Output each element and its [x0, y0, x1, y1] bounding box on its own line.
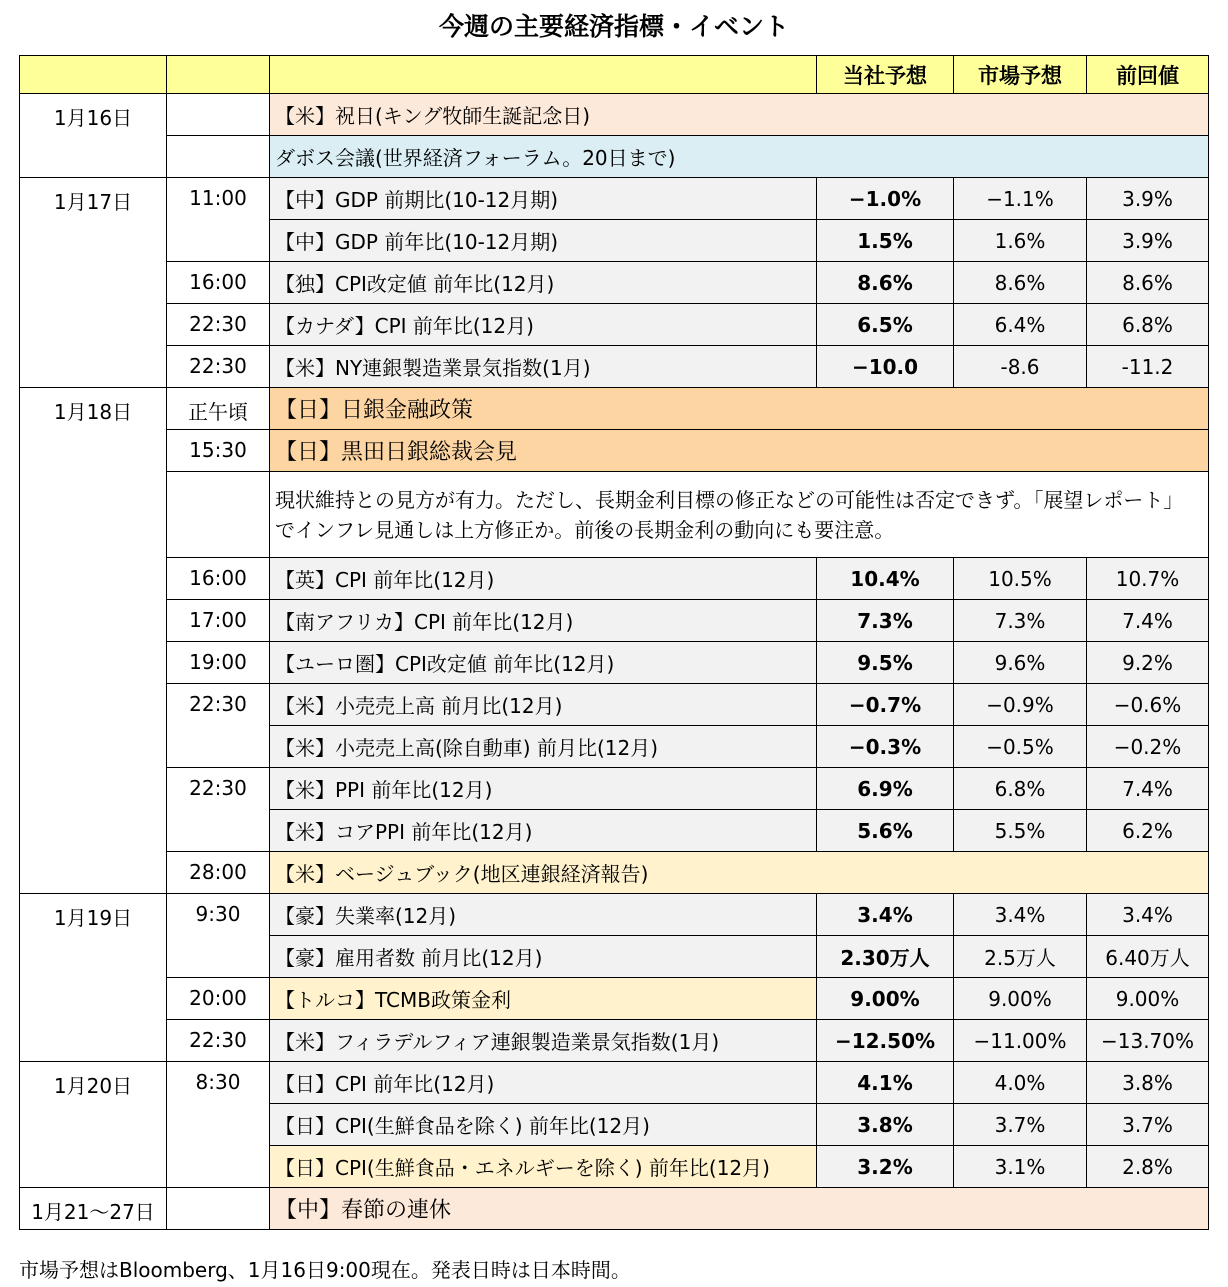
market-forecast-cell: 6.8% [954, 768, 1087, 810]
header-previous: 前回値 [1087, 56, 1209, 94]
previous-cell: 6.2% [1087, 810, 1209, 852]
event-cell: 【豪】雇用者数 前月比(12月) [270, 936, 817, 978]
commentary-cell: 現状維持との見方が有力。ただし、長期金利目標の修正などの可能性は否定できず。「展望レポート」でインフレ見通しは上方修正か。前後の長期金利の動向にも要注意。 [270, 472, 1209, 558]
market-forecast-cell: −0.9% [954, 684, 1087, 726]
table-row [20, 768, 1209, 810]
our-forecast-cell: −0.3% [817, 726, 954, 768]
table-row [20, 558, 1209, 600]
time-cell: 22:30 [167, 1020, 270, 1062]
market-forecast-cell: −11.00% [954, 1020, 1087, 1062]
our-forecast-cell: 3.8% [817, 1104, 954, 1146]
our-forecast-cell: −1.0% [817, 178, 954, 220]
our-forecast-cell: 3.2% [817, 1146, 954, 1188]
event-cell: 【豪】失業率(12月) [270, 894, 817, 936]
event-cell: 【日】CPI(生鮮食品・エネルギーを除く) 前年比(12月) [270, 1146, 817, 1188]
our-forecast-cell: 8.6% [817, 262, 954, 304]
event-cell: 【米】祝日(キング牧師生誕記念日) [270, 94, 1209, 136]
market-forecast-cell: −0.5% [954, 726, 1087, 768]
event-cell: 【中】春節の連休 [270, 1188, 1209, 1230]
event-cell: 【英】CPI 前年比(12月) [270, 558, 817, 600]
table-row [20, 1062, 1209, 1104]
time-cell: 17:00 [167, 600, 270, 642]
our-forecast-cell: 1.5% [817, 220, 954, 262]
market-forecast-cell: 9.00% [954, 978, 1087, 1020]
table-row [20, 1020, 1209, 1062]
market-forecast-cell: 3.1% [954, 1146, 1087, 1188]
event-cell: 【米】フィラデルフィア連銀製造業景気指数(1月) [270, 1020, 817, 1062]
previous-cell: 6.40万人 [1087, 936, 1209, 978]
header-event [270, 56, 817, 94]
table-row [20, 136, 1209, 178]
time-cell: 16:00 [167, 558, 270, 600]
market-forecast-cell: 4.0% [954, 1062, 1087, 1104]
previous-cell: 3.4% [1087, 894, 1209, 936]
event-cell: 【米】NY連銀製造業景気指数(1月) [270, 346, 817, 388]
time-cell: 22:30 [167, 684, 270, 768]
market-forecast-cell: 3.4% [954, 894, 1087, 936]
event-cell: 【トルコ】TCMB政策金利 [270, 978, 817, 1020]
date-cell: 1月16日 [20, 94, 167, 178]
previous-cell: 9.00% [1087, 978, 1209, 1020]
date-cell: 1月18日 [20, 388, 167, 894]
market-forecast-cell: −1.1% [954, 178, 1087, 220]
date-cell: 1月17日 [20, 178, 167, 388]
market-forecast-cell: 3.7% [954, 1104, 1087, 1146]
date-cell: 1月19日 [20, 894, 167, 1062]
our-forecast-cell: −0.7% [817, 684, 954, 726]
time-cell: 11:00 [167, 178, 270, 262]
event-cell: 【日】日銀金融政策 [270, 388, 1209, 430]
time-cell: 正午頃 [167, 388, 270, 430]
time-cell [167, 136, 270, 178]
header-row [20, 56, 1209, 94]
previous-cell: −0.2% [1087, 726, 1209, 768]
table-row [20, 978, 1209, 1020]
previous-cell: 9.2% [1087, 642, 1209, 684]
event-cell: 【米】小売売上高(除自動車) 前月比(12月) [270, 726, 817, 768]
previous-cell: 6.8% [1087, 304, 1209, 346]
previous-cell: 3.8% [1087, 1062, 1209, 1104]
table-row [20, 600, 1209, 642]
our-forecast-cell: 6.5% [817, 304, 954, 346]
our-forecast-cell: 9.5% [817, 642, 954, 684]
our-forecast-cell: −12.50% [817, 1020, 954, 1062]
indicator-table [19, 55, 1209, 1230]
table-row [20, 1188, 1209, 1230]
our-forecast-cell: −10.0 [817, 346, 954, 388]
date-cell: 1月21～27日 [20, 1188, 167, 1230]
table-row [20, 852, 1209, 894]
previous-cell: 3.9% [1087, 178, 1209, 220]
previous-cell: 3.7% [1087, 1104, 1209, 1146]
time-cell: 22:30 [167, 768, 270, 852]
market-forecast-cell: 5.5% [954, 810, 1087, 852]
time-cell [167, 94, 270, 136]
event-cell: 【米】PPI 前年比(12月) [270, 768, 817, 810]
event-cell: 【カナダ】CPI 前年比(12月) [270, 304, 817, 346]
previous-cell: 8.6% [1087, 262, 1209, 304]
table-row [20, 472, 1209, 558]
time-cell [167, 1188, 270, 1230]
time-cell: 28:00 [167, 852, 270, 894]
event-cell: 【中】GDP 前期比(10-12月期) [270, 178, 817, 220]
event-cell: 【ユーロ圏】CPI改定値 前年比(12月) [270, 642, 817, 684]
our-forecast-cell: 10.4% [817, 558, 954, 600]
previous-cell: 7.4% [1087, 768, 1209, 810]
market-forecast-cell: 10.5% [954, 558, 1087, 600]
market-forecast-cell: 7.3% [954, 600, 1087, 642]
time-cell: 20:00 [167, 978, 270, 1020]
table-row [20, 430, 1209, 472]
event-cell: 【米】小売売上高 前月比(12月) [270, 684, 817, 726]
time-cell [167, 472, 270, 558]
table-row [20, 262, 1209, 304]
our-forecast-cell: 7.3% [817, 600, 954, 642]
time-cell: 22:30 [167, 304, 270, 346]
time-cell: 8:30 [167, 1062, 270, 1188]
table-row [20, 304, 1209, 346]
table-row [20, 94, 1209, 136]
footnote: 市場予想はBloomberg、1月16日9:00現在。発表日時は日本時間。 [19, 1258, 631, 1282]
our-forecast-cell: 3.4% [817, 894, 954, 936]
previous-cell: 10.7% [1087, 558, 1209, 600]
market-forecast-cell: 1.6% [954, 220, 1087, 262]
table-row [20, 894, 1209, 936]
time-cell: 22:30 [167, 346, 270, 388]
time-cell: 9:30 [167, 894, 270, 978]
event-cell: 【日】CPI 前年比(12月) [270, 1062, 817, 1104]
table-row [20, 178, 1209, 220]
previous-cell: −13.70% [1087, 1020, 1209, 1062]
event-cell: 【米】ベージュブック(地区連銀経済報告) [270, 852, 1209, 894]
our-forecast-cell: 4.1% [817, 1062, 954, 1104]
event-cell: 【南アフリカ】CPI 前年比(12月) [270, 600, 817, 642]
event-cell: 【米】コアPPI 前年比(12月) [270, 810, 817, 852]
our-forecast-cell: 6.9% [817, 768, 954, 810]
time-cell: 15:30 [167, 430, 270, 472]
event-cell: 【日】CPI(生鮮食品を除く) 前年比(12月) [270, 1104, 817, 1146]
table-row [20, 684, 1209, 726]
table-row [20, 346, 1209, 388]
table-row [20, 642, 1209, 684]
market-forecast-cell: -8.6 [954, 346, 1087, 388]
date-cell: 1月20日 [20, 1062, 167, 1188]
market-forecast-cell: 2.5万人 [954, 936, 1087, 978]
previous-cell: 7.4% [1087, 600, 1209, 642]
our-forecast-cell: 2.30万人 [817, 936, 954, 978]
our-forecast-cell: 5.6% [817, 810, 954, 852]
market-forecast-cell: 9.6% [954, 642, 1087, 684]
previous-cell: 2.8% [1087, 1146, 1209, 1188]
event-cell: ダボス会議(世界経済フォーラム。20日まで) [270, 136, 1209, 178]
time-cell: 19:00 [167, 642, 270, 684]
header-time [167, 56, 270, 94]
previous-cell: -11.2 [1087, 346, 1209, 388]
page-title: 今週の主要経済指標・イベント [438, 12, 789, 41]
header-market-forecast: 市場予想 [954, 56, 1087, 94]
event-cell: 【独】CPI改定値 前年比(12月) [270, 262, 817, 304]
our-forecast-cell: 9.00% [817, 978, 954, 1020]
market-forecast-cell: 6.4% [954, 304, 1087, 346]
table-row [20, 388, 1209, 430]
previous-cell: −0.6% [1087, 684, 1209, 726]
time-cell: 16:00 [167, 262, 270, 304]
event-cell: 【日】黒田日銀総裁会見 [270, 430, 1209, 472]
market-forecast-cell: 8.6% [954, 262, 1087, 304]
event-cell: 【中】GDP 前年比(10-12月期) [270, 220, 817, 262]
header-our-forecast: 当社予想 [817, 56, 954, 94]
previous-cell: 3.9% [1087, 220, 1209, 262]
header-date [20, 56, 167, 94]
